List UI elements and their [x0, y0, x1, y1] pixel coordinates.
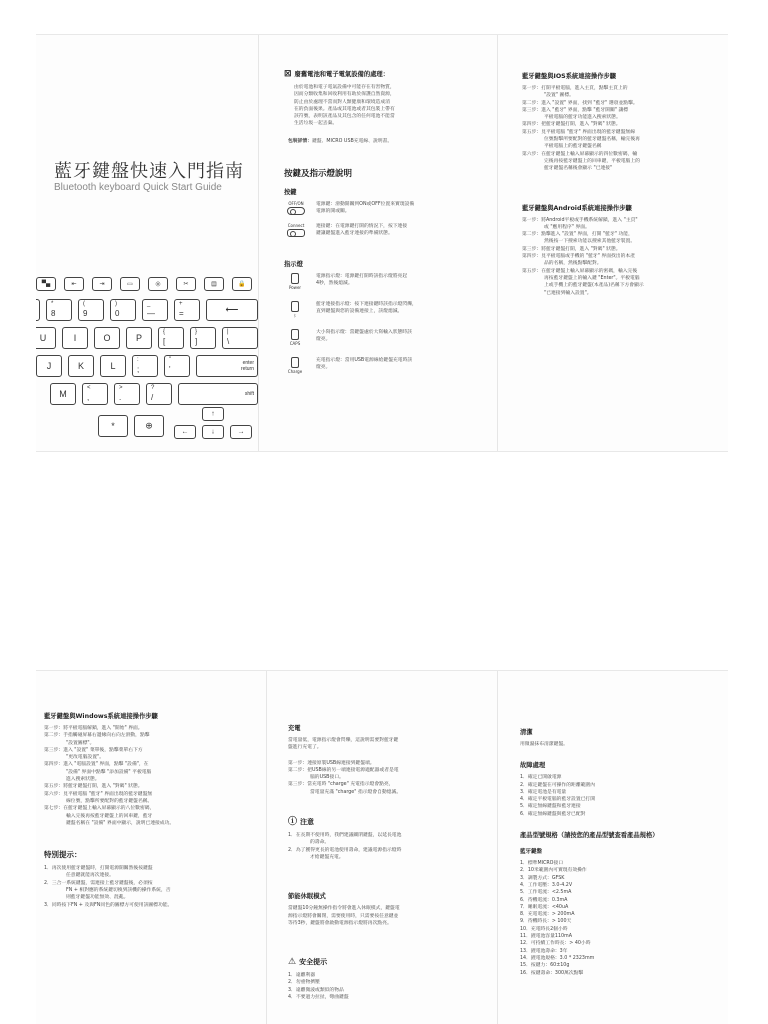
ios-step-cont: 位號點擊所要配對的藍牙鍵盤名稱，輸完後再: [544, 137, 640, 143]
disposal-text: 由於電池和電子電氣設備中可能存在有害物質， 因而分類收集和回收利用有助於保護自然資源， 防止由於處理不當而對人類健康和環境造成消 在的負面後果。產品或其電池或者其包裝上帶有 該符號，表明該產品及其包含的任何電池不能當 生活垃圾一起丟棄。: [294, 85, 395, 127]
tip-step: 2．三合一系統鍵盤，需連接上藍牙鍵盤後，必須按: [44, 880, 153, 886]
charge-step: 第三步：當充電時 "charge" 充電指示燈會點亮，: [288, 782, 394, 788]
section-title: 按鍵及指示燈說明: [284, 169, 353, 180]
disposal-heading: ⊠ 廢舊電池和電子電氣設備的處理：: [284, 69, 389, 79]
fn-key: 🔒: [232, 277, 252, 291]
key-k: K: [68, 355, 94, 377]
windows-step: 第三步：進入 "設置" 菜單後，點擊菜單右下方: [44, 747, 143, 753]
charge-led-icon: Charge: [284, 357, 306, 374]
charging-panel: [288, 723, 488, 1024]
spec-item: 1．標準MICRO接口: [520, 861, 564, 867]
power-switch-icon: OFF/ON: [284, 201, 308, 215]
notice-step-cont: 才給鍵盤充電。: [310, 854, 344, 860]
windows-step: 第六步：見平板電腦 "藍牙" 界面出現的藍牙鍵盤無: [44, 791, 153, 797]
windows-step-cont: 進入搜索狀態。: [66, 777, 100, 783]
key-p: P: [126, 327, 152, 349]
ios-step-cont: 平板電腦上的藍牙鍵盤名稱: [544, 144, 602, 150]
caps-led-row: CAPS 大小寫指示燈：當鍵盤處於大寫輸入狀態時該 燈亮。: [284, 329, 484, 357]
charge-steps: [288, 760, 488, 796]
bluetooth-led-row: ᛒ 藍牙連接指示燈：按下連接鍵時該指示燈閃爍， 直到鍵盤與您的設備連接上，該燈熄滅。: [284, 301, 484, 329]
android-step-cont: 品的名稱，然後點擊配對。: [544, 261, 602, 267]
windows-step-cont: 輸入完後再按藍牙鍵盤上的回車鍵，藍牙: [66, 813, 153, 819]
spec-subheading: 藍牙鍵盤: [520, 849, 543, 856]
notice-step-cont: 的壽命。: [310, 840, 330, 846]
ios-step: 第三步：進入 "藍牙" 界面，點擊 "藍牙開關" 讓標: [522, 107, 629, 113]
notice-list: [288, 832, 488, 861]
key-bracket-right: } ]: [190, 327, 216, 349]
bluetooth-led-icon: ᛒ: [284, 301, 306, 318]
android-step: 第四步：見平板電腦或手機的 "藍牙" 界面找出的本產: [522, 254, 635, 260]
android-heading: 藍牙鍵盤與Android系統連接操作步驟: [522, 204, 632, 212]
key-bracket-left: { [: [158, 327, 184, 349]
key-asterisk: *: [98, 415, 128, 437]
connect-button-row: Connect 連接鍵：在電源鍵打開的情況下，按下連接 鍵讓鍵盤進入藍牙連接的準備狀態。: [284, 223, 484, 245]
fn-key: ◎: [148, 277, 168, 291]
guide-sheet-front: [36, 34, 728, 452]
arrow-right-key: →: [230, 425, 252, 439]
spec-list: [520, 860, 724, 977]
tip-step: 1．再次使用藍牙鍵盤時，打開電源開關然後按鍵盤: [44, 866, 153, 872]
spec-item: 16．按鍵壽命：300萬次點擊: [520, 970, 584, 976]
windows-step: 第一步：將平板電腦解鎖，進入 "開始" 界面。: [44, 726, 143, 731]
trouble-heading: 故障處理: [520, 762, 546, 770]
ios-steps: [522, 85, 722, 173]
spec-heading: 產品型號規格（請按您的產品型號查看產品規格）: [520, 832, 659, 840]
key-period: > .: [114, 383, 140, 405]
spec-item: 15．按鍵力：60±10g: [520, 963, 570, 969]
ios-step: 第四步：把藍牙鍵盤打開，進入 "對碼" 狀態。: [522, 122, 621, 128]
ios-step-cont: 藍牙鍵盤名稱後會顯示 "已連接": [544, 166, 613, 172]
android-step-cont: 或 "應用程序" 界面。: [544, 224, 590, 230]
safety-heading: ⚠ 安全提示: [288, 957, 328, 968]
spec-item: 9．待機時長：> 100天: [520, 919, 572, 925]
key-l: L: [100, 355, 126, 377]
charge-intro: 當電量低，電源指示燈會閃爍，這說明需要對藍牙鍵 盤進行充電了。: [288, 738, 399, 751]
notice-heading: ⓘ 注意: [288, 817, 315, 828]
charge-led-row: Charge 充電指示燈：當用USB電源線給鍵盤充電時該 燈亮。: [284, 357, 484, 385]
connect-button-icon: Connect: [284, 223, 308, 237]
info-icon: ⓘ: [288, 817, 298, 828]
spec-item: 7．睡眠電流：<40uA: [520, 904, 569, 910]
fold-line: [497, 671, 498, 1024]
key-backslash: | \: [222, 327, 258, 349]
guide-subtitle: Bluetooth keyboard Quick Start Guide: [54, 182, 222, 193]
spec-item: 2．10米範圍內可實現有效操作: [520, 868, 587, 874]
cover-panel: [36, 35, 258, 451]
ios-step-cont: 平板電腦的藍牙功能進入搜索狀態。: [544, 115, 621, 121]
key-semicolon: : ;: [132, 355, 158, 377]
fold-line: [497, 35, 498, 451]
key-slash: ? /: [146, 383, 172, 405]
fn-key: ⇥: [92, 277, 112, 291]
key-m: M: [50, 383, 76, 405]
key-8: * 8: [46, 299, 72, 321]
spec-item: 10．充電時長2個小時: [520, 926, 568, 932]
guide-title: 藍牙鍵盤快速入門指南: [54, 161, 244, 182]
caps-led-icon: CAPS: [284, 329, 306, 346]
key-i: I: [62, 327, 88, 349]
fn-key: ▀▄: [36, 277, 56, 291]
windows-step-cont: 線位號，點擊所要配對的藍牙鍵盤名稱。: [66, 798, 153, 804]
ios-step: 第一步：打開平板電腦，進入主頁，點擊主頁上的: [522, 86, 628, 91]
package-details: 包裝詳情：鍵盤、MICRO USB充電線、說明書。: [288, 138, 393, 144]
tips-list: [44, 865, 254, 909]
arrow-down-key: ↓: [202, 425, 224, 439]
safety-list: 1．遠離利器 2．勿重物擠壓 3．遠離微波或類似的物品 4．不要過力拉扯，彎曲鍵盤: [288, 973, 349, 1001]
spec-item: 11．鋰電池容量110mA: [520, 934, 572, 940]
key-quote: " ': [164, 355, 190, 377]
charge-step-cont: 腦的USB接口。: [310, 775, 344, 781]
buttons-panel: [284, 69, 484, 451]
key-o: O: [94, 327, 120, 349]
windows-step: 第二步：手指觸碰屏幕右邊緣向右向左滑動，點擊: [44, 733, 150, 739]
android-step-cont: 再按藍牙鍵盤上的輸入鍵 "Enter"。平板電腦: [544, 275, 640, 281]
spec-item: 14．鋰電池規格：3.0 * 2323mm: [520, 955, 595, 961]
key-partial: [36, 299, 40, 321]
android-step: 第五步：在藍牙鍵盤上輸入屏幕顯示的密碼，輸入完後: [522, 268, 638, 274]
windows-step-cont: "設置圖標"。: [66, 740, 95, 746]
windows-step: 第五步：將藍牙鍵盤打開，進入 "對碼" 狀態。: [44, 784, 143, 790]
clean-heading: 清潔: [520, 729, 533, 736]
windows-step: 第四步：進入 "電腦設置" 界面，點擊 "設備"，在: [44, 762, 149, 768]
key-j: J: [36, 355, 62, 377]
recycle-bin-icon: ⊠: [284, 69, 292, 79]
enter-key: enter return: [196, 355, 258, 377]
fn-key: ▭: [120, 277, 140, 291]
clean-text: 用微濕抹布清潔鍵盤。: [520, 742, 568, 747]
charge-step-cont: 當電量充滿 "charge" 指示燈會自動熄滅。: [310, 789, 402, 795]
android-step: 第三步：將藍牙鍵盤打開，進入 "對碼" 狀態。: [522, 246, 621, 252]
spec-item: 13．鋰電池壽命：3年: [520, 948, 568, 954]
windows-step: 第七步：在藍牙鍵盤上輸入屏幕顯示的八位數密碼，: [44, 806, 155, 812]
windows-step-cont: "設備" 界面中點擊 "添加設備" 平板電腦: [66, 769, 152, 775]
charge-step: 第一步：連接原裝USB線連接到鍵盤端。: [288, 760, 375, 766]
android-step: 第二步：點擊進入 "設置" 界面，打開 "藍牙" 功能，: [522, 232, 633, 238]
specs-panel: [520, 727, 724, 1024]
charge-step: 第二步：把USB線的另一端連接電源適配器或者是電: [288, 767, 399, 773]
tip-step: 3．同時按下FN + 及與FN同色的圖標方可使用該圖標功能。: [44, 902, 173, 908]
spec-item: 6．待機電流：0.3mA: [520, 897, 568, 903]
keys-heading: 按鍵: [284, 189, 297, 197]
android-step-cont: "已連接到輸入設置"。: [544, 290, 592, 296]
backspace-key: ⟵: [206, 299, 258, 321]
shift-key: shift: [178, 383, 258, 405]
warning-icon: ⚠: [288, 957, 297, 968]
sleep-text: 當鍵盤10分鐘無操作指令將會進入休眠模式，鍵盤電 源指示燈將會關閉，需要使用時，只需要按任意鍵並 等待3秒，鍵盤將會啟動電源指示燈將再次點亮。: [288, 906, 400, 926]
windows-heading: 藍牙鍵盤與Windows系統連接操作步驟: [44, 713, 158, 720]
power-switch-row: OFF/ON 電源鍵：滑動開關到ON或OFF位置來實現設備 電源的開或關。: [284, 201, 484, 223]
ios-step: 第二步：進入 "設置" 界面，找到 "藍牙" 選項並點擊。: [522, 100, 638, 106]
arrow-up-key: ↑: [202, 407, 224, 421]
keyboard-illustration: [36, 277, 266, 452]
android-step-cont: 上或手機上的藍牙鍵盤(本產品)名稱下方會顯示: [544, 283, 644, 289]
fold-line: [258, 35, 259, 451]
android-step: 第一步：將Android平板或手機系統解鎖，進入 "主頁": [522, 217, 638, 223]
android-steps: [522, 217, 722, 297]
tip-step-cont: 則藍牙鍵盤功能無效、混亂。: [66, 895, 129, 901]
windows-panel: [44, 711, 254, 1024]
trouble-list: 1．確定已開啟電源 2．確定鍵盤在可操作的距離範圍內 3．確定電池是有電量 4．確定平板電腦的藍牙設置已打開 5．確定無線鍵盤和藍牙連接 6．確定無線鍵盤與藍牙已配對: [520, 775, 596, 817]
arrow-left-key: ←: [174, 425, 196, 439]
ios-step: 第六步：在藍牙鍵盤上輸入屏幕顯示的四位數密碼，輸: [522, 151, 638, 157]
charge-heading: 充電: [288, 725, 301, 732]
tip-step-cont: 任意鍵就能再次連接。: [66, 873, 114, 879]
ios-step: 第五步：見平板電腦 "藍牙" 界面出現的藍牙鍵盤無線: [522, 129, 635, 135]
guide-sheet-back: [36, 670, 728, 1024]
notice-step: 1．在長期不使用時，我們建議關閉鍵盤，以延長電池: [288, 833, 402, 839]
tips-heading: 特別提示：: [44, 850, 82, 860]
fn-key: ⇤: [64, 277, 84, 291]
globe-key: ⊕: [134, 415, 164, 437]
ios-step-cont: "設置" 圖標。: [544, 93, 574, 99]
key-comma: < ,: [82, 383, 108, 405]
key-minus: _ —: [142, 299, 168, 321]
power-led-row: Power 電源指示燈：電源鍵打開時該指示燈將亮起 4秒，然後熄滅。: [284, 273, 484, 301]
key-equals: + =: [174, 299, 200, 321]
spec-item: 8．充電電流：> 200mA: [520, 912, 575, 918]
pairing-panel: [522, 71, 722, 451]
spec-item: 5．工作電流：<2.5mA: [520, 890, 572, 896]
fn-key: ✂: [176, 277, 196, 291]
leds-heading: 指示燈: [284, 261, 303, 269]
windows-step-cont: 鍵盤名稱在 "設備" 界面中顯示，說明已連接成功。: [66, 820, 175, 826]
key-u: U: [36, 327, 56, 349]
windows-steps: [44, 725, 254, 827]
tip-step-cont: FN + 相對應的系統鍵切換到該機的操作系統，否: [66, 888, 171, 894]
notice-step: 2．為了獲得更長的電池使用壽命，建議電源指示燈時: [288, 847, 402, 853]
windows-step-cont: "更改電腦設置"。: [66, 755, 104, 761]
sleep-heading: 節能休眠模式: [288, 893, 326, 901]
key-0: ) 0: [110, 299, 136, 321]
fold-line: [266, 671, 267, 1024]
fn-key: ▤: [204, 277, 224, 291]
key-9: ( 9: [78, 299, 104, 321]
spec-item: 3．調製方式：GFSK: [520, 875, 565, 881]
ios-heading: 藍牙鍵盤與IOS系統連接操作步驟: [522, 73, 617, 80]
ios-step-cont: 完後再按藍牙鍵盤上的回車鍵，平板電腦上的: [544, 158, 640, 164]
power-led-icon: Power: [284, 273, 306, 290]
spec-item: 12．可持續工作時長：> 40小時: [520, 941, 591, 947]
spec-item: 4．工作電壓：3.0-4.2V: [520, 882, 573, 888]
android-step-cont: 然後按一下搜索功能以搜索其他藍牙裝置。: [544, 239, 636, 245]
